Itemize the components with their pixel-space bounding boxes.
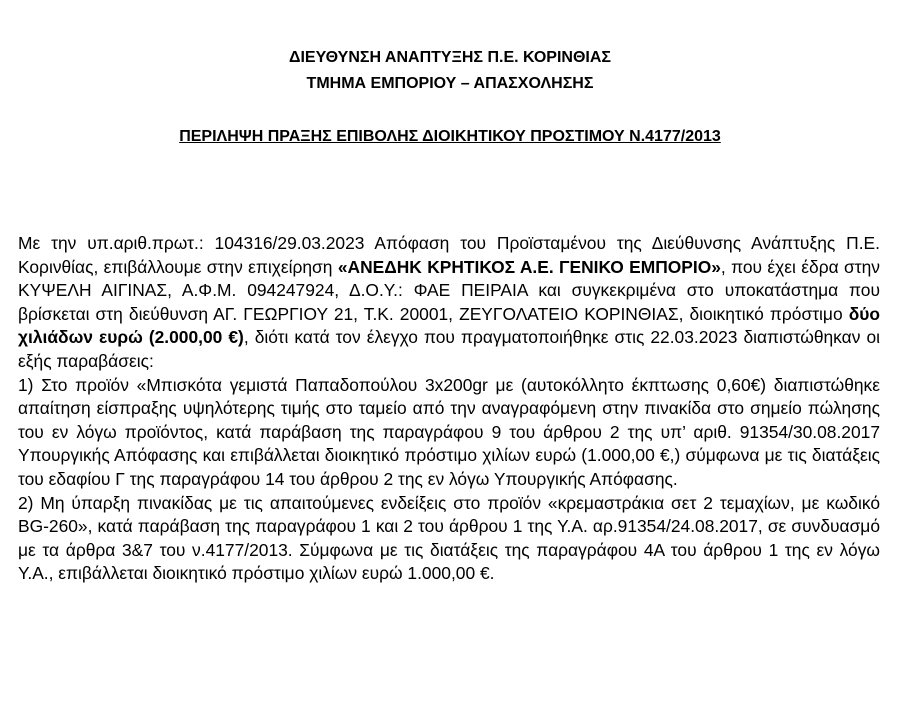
violation-2: 2) Μη ύπαρξη πινακίδας με τις απαιτούμενες ενδείξεις στο προϊόν «κρεμαστράκια σετ 2 τεμαχίων, με κωδικό BG-260», κατά παράβαση της παραγράφου 1 και 2 του άρθρου 1 της Υ.Α. αρ.91354/24.08.2017, σε συνδυασμό με τα άρθρα 3&7 του ν.4177/2013. Σύμφωνα με τις διατάξεις της παραγράφου 4Α του άρθρου 1 της εν λόγω Υ.Α., επιβάλλεται διοικητικό πρόστιμο χιλίων ευρώ 1.000,00 €.	[18, 492, 880, 584]
department-heading: ΔΙΕΥΘΥΝΣΗ ΑΝΑΠΤΥΞΗΣ Π.Ε. ΚΟΡΙΝΘΙΑΣ	[288, 49, 612, 66]
company-name: «ΑΝΕΔΗΚ ΚΡΗΤΙΚΟΣ Α.Ε. ΓΕΝΙΚΟ ΕΜΠΟΡΙΟ»	[337, 256, 721, 277]
intro-paragraph	[18, 232, 880, 374]
violation-1: 1) Στο προϊόν «Μπισκότα γεμιστά Παπαδοπούλου 3x200gr με (αυτοκόλλητο έκπτωσης 0,60€) διαπιστώθηκε απαίτηση είσπραξης υψηλότερης τιμής στο ταμείο από την αναγραφόμενη στην πινακίδα στο σημείο πώλησης του εν λόγω προϊόντος, κατά παράβαση της παραγράφου 9 του άρθρου 2 της υπ’ αριθ. 91354/30.08.2017 Υπουργικής Απόφασης και επιβάλλεται διοικητικό πρόστιμο χιλίων ευρώ (1.000,00 €,) σύμφωνα με τις διατάξεις του εδαφίου Γ της παραγράφου 14 του άρθρου 2 της εν λόγω Υπουργικής Απόφασης.	[18, 374, 880, 489]
intro-text-2: , που έχει έδρα στην ΚΥΨΕΛΗ ΑΙΓΙΝΑΣ, Α.Φ.Μ. 094247924, Δ.Ο.Υ.: ΦΑΕ ΠΕΙΡΑΙΑ και συγκεκριμένα στο υποκατάστημα που βρίσκεται στη διεύθυνση ΑΓ. ΓΕΩΡΓΙΟΥ 21, Τ.Κ. 20001, ΖΕΥΓΟΛΑΤΕΙΟ ΚΟΡΙΝΘΙΑΣ, διοικητικό πρόστιμο	[18, 256, 880, 324]
document-title: ΠΕΡΙΛΗΨΗ ΠΡΑΞΗΣ ΕΠΙΒΟΛΗΣ ΔΙΟΙΚΗΤΙΚΟΥ ΠΡΟΣΤΙΜΟΥ Ν.4177/2013	[179, 128, 721, 145]
intro-text-3: , διότι κατά τον έλεγχο που πραγματοποιήθηκε στις 22.03.2023 διαπιστώθηκαν οι εξής παραβάσεις:	[18, 327, 880, 371]
intro-text-1: Με την υπ.αριθ.πρωτ.: 104316/29.03.2023 Απόφαση του Προϊσταμένου της Διεύθυνσης Ανάπτυξης Π.Ε. Κορινθίας, επιβάλλουμε στην επιχείρηση	[18, 233, 880, 277]
document-body	[18, 232, 880, 586]
fine-amount: δύο χιλιάδων ευρώ (2.000,00 €)	[18, 303, 880, 348]
section-heading: ΤΜΗΜΑ ΕΜΠΟΡΙΟΥ – ΑΠΑΣΧΟΛΗΣΗΣ	[306, 75, 594, 92]
